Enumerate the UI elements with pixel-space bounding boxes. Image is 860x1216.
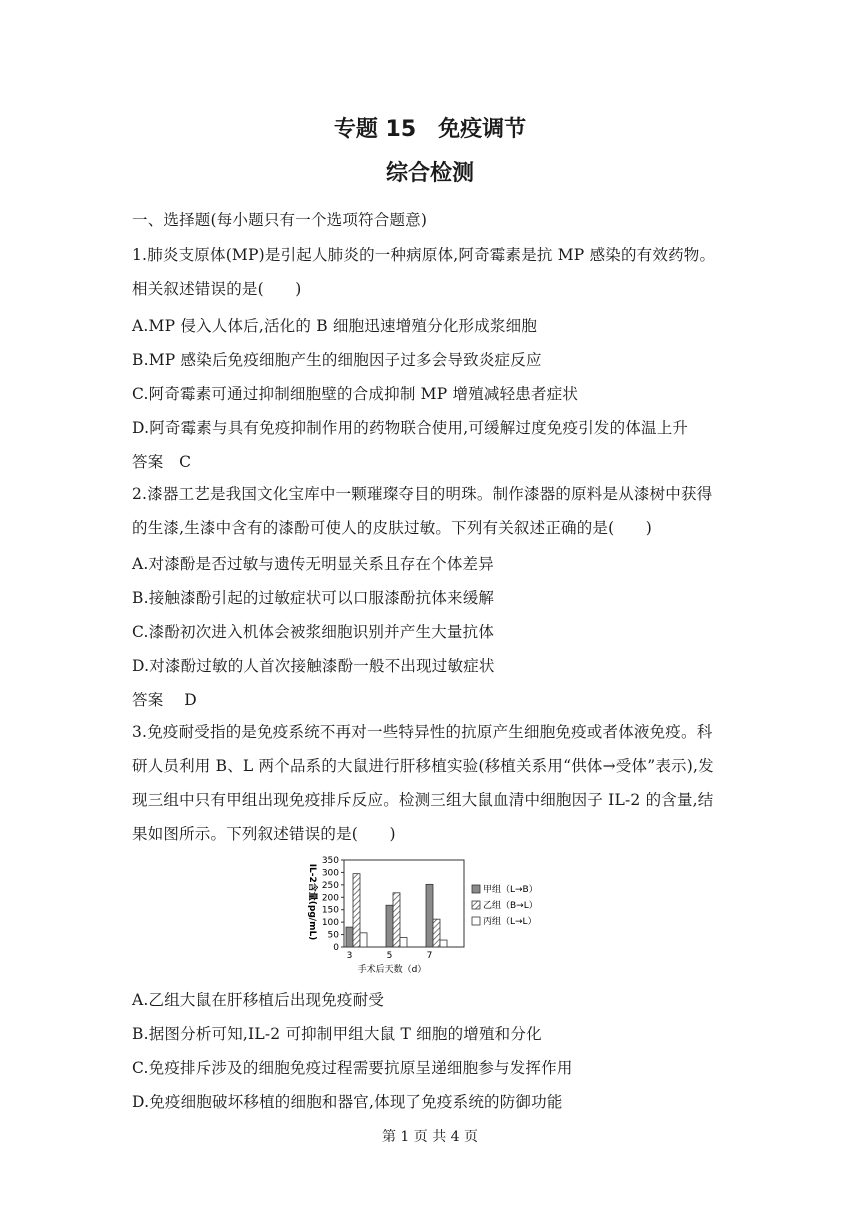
- chart-y-tick-label: 250: [321, 880, 339, 891]
- chart-bar: [353, 874, 360, 947]
- chart-bar: [360, 933, 367, 947]
- chart-legend-swatch: [472, 901, 480, 909]
- chart-legend-label: 甲组（L→B）: [483, 885, 538, 895]
- chart-bar: [440, 940, 447, 947]
- chart-bar: [393, 893, 400, 947]
- chart-y-tick-label: 50: [327, 930, 339, 941]
- chart-y-tick-label: 150: [321, 905, 339, 916]
- question-3-option-b: B.据图分析可知,IL-2 可抑制甲组大鼠 T 细胞的增殖和分化: [132, 1025, 542, 1043]
- question-2-option-a: A.对漆酚是否过敏与遗传无明显关系且存在个体差异: [132, 555, 494, 573]
- chart-x-axis-label: 手术后天数（d）: [357, 965, 427, 975]
- section-heading: 一、选择题(每小题只有一个选项符合题意): [132, 211, 428, 229]
- page-footer: 第 1 页 共 4 页: [381, 1129, 479, 1145]
- chart-x-tick-label: 3: [346, 951, 353, 961]
- question-2-option-c: C.漆酚初次进入机体会被浆细胞识别并产生大量抗体: [132, 623, 495, 641]
- question-1-option-a: A.MP 侵入人体后,活化的 B 细胞迅速增殖分化形成浆细胞: [132, 317, 538, 335]
- chart-legend-swatch: [472, 917, 480, 925]
- question-1-option-d: D.阿奇霉素与具有免疫抑制作用的药物联合使用,可缓解过度免疫引发的体温上升: [132, 419, 689, 437]
- question-2-stem: 2.漆器工艺是我国文化宝库中一颗璀璨夺目的明珠。制作漆器的原料是从漆树中获得的生漆,生漆中含有的漆酚可使人的皮肤过敏。下列有关叙述正确的是( ): [132, 485, 713, 537]
- chart-x-tick-label: 5: [386, 951, 393, 961]
- chart-legend-label: 乙组（B→L）: [483, 901, 538, 911]
- question-1-option-b: B.MP 感染后免疫细胞产生的细胞因子过多会导致炎症反应: [132, 351, 542, 369]
- page-subtitle: 综合检测: [385, 161, 474, 186]
- il2-bar-chart: [300, 852, 570, 978]
- question-2-option-b: B.接触漆酚引起的过敏症状可以口服漆酚抗体来缓解: [132, 589, 495, 607]
- chart-y-tick-label: 350: [321, 856, 339, 866]
- question-3-option-d: D.免疫细胞破坏移植的细胞和器官,体现了免疫系统的防御功能: [132, 1093, 563, 1111]
- question-3-stem: 3.免疫耐受指的是免疫系统不再对一些特异性的抗原产生细胞免疫或者体液免疫。科研人员利用 B、L 两个品系的大鼠进行肝移植实验(移植关系用“供体→受体”表示),发现三组中只有甲组出现免疫排斥反应。检测三组大鼠血清中细胞因子 IL-2 的含量,结果如图所示。下列叙述错误的是( ): [132, 723, 714, 843]
- question-1-answer: 答案 C: [132, 453, 192, 471]
- chart-bar: [433, 919, 440, 947]
- chart-y-tick-label: 100: [321, 918, 339, 929]
- chart-y-axis-label: IL-2含量(pg/mL): [307, 863, 317, 941]
- page-title: 专题 15 免疫调节: [333, 117, 527, 142]
- chart-y-tick-label: 0: [333, 943, 339, 953]
- question-2-option-d: D.对漆酚过敏的人首次接触漆酚一般不出现过敏症状: [132, 657, 495, 675]
- chart-bar: [386, 905, 393, 947]
- chart-bar: [426, 884, 433, 947]
- chart-x-tick-label: 7: [426, 951, 433, 961]
- question-3-option-a: A.乙组大鼠在肝移植后出现免疫耐受: [132, 991, 385, 1009]
- chart-bar: [400, 938, 407, 947]
- chart-legend-label: 丙组（L→L）: [483, 917, 537, 927]
- question-1-stem: 1.肺炎支原体(MP)是引起人肺炎的一种病原体,阿奇霉素是抗 MP 感染的有效药物。相关叙述错误的是( ): [132, 246, 716, 298]
- chart-legend-swatch: [472, 885, 480, 893]
- chart-y-tick-label: 300: [321, 868, 339, 879]
- question-2-answer: 答案 D: [132, 691, 197, 709]
- chart-y-tick-label: 200: [321, 893, 339, 904]
- question-1-option-c: C.阿奇霉素可通过抑制细胞壁的合成抑制 MP 增殖减轻患者症状: [132, 385, 579, 403]
- question-3-option-c: C.免疫排斥涉及的细胞免疫过程需要抗原呈递细胞参与发挥作用: [132, 1059, 573, 1077]
- chart-bar: [346, 927, 353, 947]
